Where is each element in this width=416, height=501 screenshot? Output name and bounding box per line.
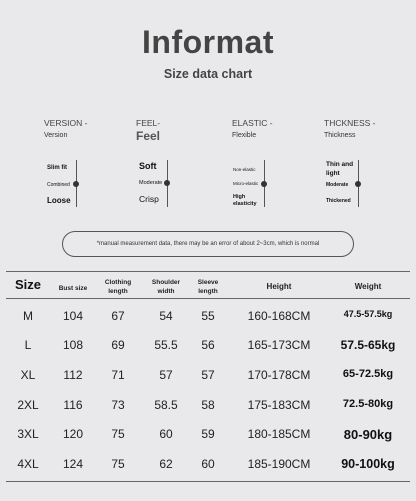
header-clothing-length (98, 278, 138, 296)
header-size: Size (14, 277, 41, 292)
cell-size: 2XL (17, 398, 39, 412)
cell-bust: 108 (62, 338, 84, 352)
cell-height: 170-178CM (247, 368, 311, 382)
cell-sleeve: 58 (201, 398, 215, 412)
cell-weight: 72.5-80kg (342, 398, 394, 410)
cell-clothing: 69 (111, 338, 125, 352)
cell-sleeve: 60 (201, 457, 215, 471)
cell-height: 175-183CM (247, 398, 311, 412)
scale-label-mid: Micro-elastic (233, 181, 259, 186)
attribute-feel (136, 118, 160, 143)
header-line: length (198, 288, 218, 295)
cell-size: L (24, 338, 32, 352)
cell-height: 180-185CM (247, 427, 311, 441)
cell-weight: 57.5-65kg (340, 338, 396, 352)
cell-weight: 65-72.5kg (342, 368, 394, 380)
cell-size: M (23, 309, 33, 323)
cell-shoulder: 57 (159, 368, 173, 382)
attribute-sub: Version (44, 132, 68, 139)
header-line: Sleeve (197, 279, 219, 286)
cell-size: XL (20, 368, 36, 382)
cell-clothing: 71 (111, 368, 125, 382)
cell-weight: 47.5-57.5kg (343, 309, 393, 319)
header-line: length (108, 288, 128, 295)
header-line: width (157, 288, 175, 295)
cell-size: 3XL (17, 427, 39, 441)
table-divider-header (6, 298, 410, 299)
attribute-sub: Thickness (324, 132, 356, 139)
table-divider-top (6, 271, 410, 272)
cell-sleeve: 55 (201, 309, 215, 323)
cell-sleeve: 59 (201, 427, 215, 441)
measurement-note: *manual measurement data, there may be an error of about 2~3cm, which is normal (62, 231, 354, 257)
cell-bust: 124 (62, 457, 84, 471)
cell-bust: 104 (62, 309, 84, 323)
scale-label-top-2: light (326, 170, 340, 177)
scale-label-top: Soft (139, 161, 157, 171)
scale-label-mid: Moderate (139, 180, 163, 186)
scale-label-mid: Moderate (326, 182, 349, 188)
scale-label-bottom: Crisp (139, 194, 159, 204)
scale-indicator (73, 181, 79, 187)
cell-weight: 80-90kg (343, 427, 393, 442)
scale-indicator (261, 181, 267, 187)
scale-label-bottom-2: elasticity (233, 201, 257, 207)
header-line: Clothing (104, 279, 132, 286)
scale-label-top: Non-elastic (233, 167, 256, 172)
attribute-sub: Feel (136, 129, 161, 143)
page-subtitle: Size data chart (163, 67, 253, 81)
cell-shoulder: 60 (159, 427, 173, 441)
cell-shoulder: 62 (159, 457, 173, 471)
scale-label-bottom: Loose (47, 196, 71, 205)
header-sleeve-length (190, 278, 226, 296)
cell-clothing: 75 (111, 427, 125, 441)
attribute-version (44, 118, 87, 139)
cell-clothing: 67 (111, 309, 125, 323)
attribute-head: VERSION - (44, 118, 88, 128)
cell-bust: 112 (63, 368, 83, 382)
attribute-thickness (324, 118, 375, 139)
cell-clothing: 73 (111, 398, 125, 412)
cell-shoulder: 54 (159, 309, 173, 323)
header-shoulder-width (144, 278, 188, 296)
scale-label-bottom: High (233, 194, 246, 200)
attribute-sub: Flexible (232, 132, 257, 139)
cell-clothing: 75 (111, 457, 125, 471)
scale-label-mid: Combined (47, 182, 70, 188)
header-line: Shoulder (151, 279, 181, 286)
cell-sleeve: 56 (201, 338, 215, 352)
scale-indicator (355, 181, 361, 187)
header-height: Height (266, 282, 292, 291)
attribute-head: FEEL- (136, 118, 161, 128)
cell-sleeve: 57 (201, 368, 215, 382)
page-title: Informat (142, 24, 274, 60)
cell-shoulder: 58.5 (154, 398, 178, 412)
header-weight: Weight (354, 282, 382, 291)
cell-height: 160-168CM (247, 309, 311, 323)
scale-label-top: Thin and (326, 161, 354, 168)
table-divider-bottom (6, 481, 410, 482)
attribute-head: THCKNESS - (324, 118, 376, 128)
cell-size: 4XL (17, 457, 39, 471)
cell-weight: 90-100kg (341, 457, 395, 471)
scale-label-top: Slim fit (47, 165, 68, 171)
cell-bust: 116 (63, 398, 83, 412)
scale-label-bottom: Thickened (326, 198, 351, 204)
attribute-head: ELASTIC - (232, 118, 273, 128)
scale-indicator (164, 180, 170, 186)
cell-height: 185-190CM (247, 457, 311, 471)
cell-height: 165-173CM (247, 338, 311, 352)
cell-bust: 120 (62, 427, 84, 441)
cell-shoulder: 55.5 (154, 338, 178, 352)
header-bust: Bust size (58, 285, 88, 292)
attribute-elastic (232, 118, 273, 139)
